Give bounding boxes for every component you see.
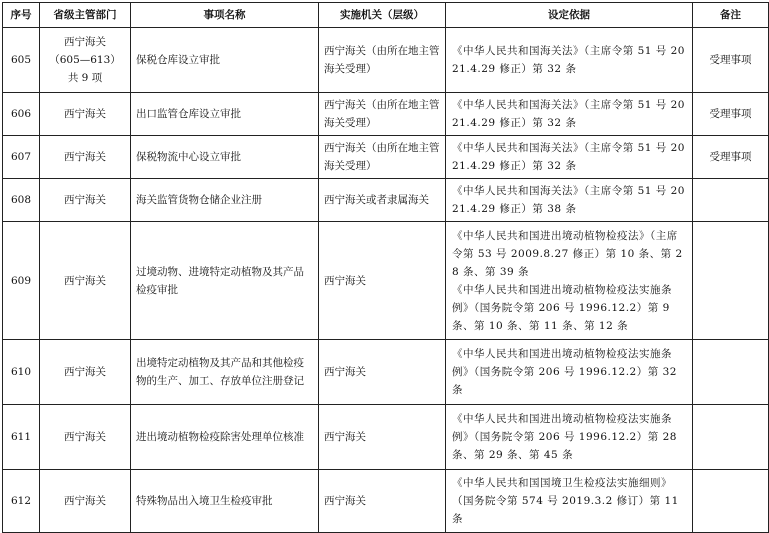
cell-dept [40, 93, 131, 136]
basis-paragraph: 《中华人民共和国进出境动植物检疫法实施条例》（国务院令第 206 号 1996.12.2）第 9 条、第 10 条、第 11 条、第 12 条 [452, 283, 672, 332]
basis-paragraph: 《中华人民共和国海关法》（主席令第 51 号 2021.4.29 修正）第 32 条 [452, 45, 685, 75]
header-item: 事项名称 [131, 3, 319, 28]
table-row [3, 28, 769, 93]
dept-line: 西宁海关 [64, 495, 106, 507]
cell-note [693, 340, 769, 405]
cell-agency: 西宁海关（由所在地主管海关受理） [319, 93, 446, 136]
cell-note [693, 179, 769, 222]
cell-agency: 西宁海关 [319, 222, 446, 340]
cell-dept [40, 136, 131, 179]
basis-paragraph: 《中华人民共和国海关法》（主席令第 51 号 2021.4.29 修正）第 38 条 [452, 185, 685, 215]
table-row [3, 136, 769, 179]
cell-item-name: 出境特定动植物及其产品和其他检疫物的生产、加工、存放单位注册登记 [131, 340, 319, 405]
cell-note [693, 470, 769, 533]
cell-seq: 609 [3, 222, 40, 340]
cell-seq: 610 [3, 340, 40, 405]
cell-seq: 606 [3, 93, 40, 136]
table-row [3, 179, 769, 222]
basis-paragraph: 《中华人民共和国海关法》（主席令第 51 号 2021.4.29 修正）第 32 条 [452, 99, 685, 129]
table-row [3, 405, 769, 470]
cell-basis [446, 93, 693, 136]
header-note: 备注 [693, 3, 769, 28]
cell-item-name: 过境动物、进境特定动植物及其产品检疫审批 [131, 222, 319, 340]
cell-agency: 西宁海关 [319, 405, 446, 470]
cell-dept [40, 340, 131, 405]
cell-dept [40, 222, 131, 340]
table-row [3, 340, 769, 405]
cell-item-name: 进出境动植物检疫除害处理单位核准 [131, 405, 319, 470]
cell-basis [446, 136, 693, 179]
cell-agency: 西宁海关 [319, 340, 446, 405]
header-basis: 设定依据 [446, 3, 693, 28]
dept-line: 共 9 项 [67, 72, 103, 84]
cell-agency: 西宁海关或者隶属海关 [319, 179, 446, 222]
cell-agency: 西宁海关（由所在地主管海关受理） [319, 28, 446, 93]
dept-line: 西宁海关 [64, 108, 106, 120]
dept-line: 西宁海关 [64, 431, 106, 443]
cell-note: 受理事项 [693, 93, 769, 136]
basis-paragraph: 《中华人民共和国进出境动植物检疫法实施条例》（国务院令第 206 号 1996.12.2）第 28 条、第 29 条、第 45 条 [452, 413, 677, 461]
cell-agency: 西宁海关 [319, 470, 446, 533]
basis-paragraph: 《中华人民共和国进出境动植物检疫法实施条例》（国务院令第 206 号 1996.12.2）第 32 条 [452, 348, 677, 396]
cell-note: 受理事项 [693, 28, 769, 93]
cell-seq: 608 [3, 179, 40, 222]
cell-item-name: 特殊物品出入境卫生检疫审批 [131, 470, 319, 533]
cell-agency: 西宁海关（由所在地主管海关受理） [319, 136, 446, 179]
cell-seq: 607 [3, 136, 40, 179]
cell-basis [446, 470, 693, 533]
dept-line: 西宁海关 [64, 36, 106, 48]
dept-line: 西宁海关 [64, 366, 106, 378]
cell-dept [40, 179, 131, 222]
basis-paragraph: 《中华人民共和国国境卫生检疫法实施细则》（国务院令第 574 号 2019.3.2 修订）第 11 条 [452, 477, 679, 525]
dept-line: 西宁海关 [64, 151, 106, 163]
cell-dept [40, 405, 131, 470]
cell-basis [446, 179, 693, 222]
header-dept: 省级主管部门 [40, 3, 131, 28]
cell-basis [446, 222, 693, 340]
cell-basis [446, 28, 693, 93]
cell-item-name: 保税仓库设立审批 [131, 28, 319, 93]
table-row [3, 470, 769, 533]
cell-item-name: 保税物流中心设立审批 [131, 136, 319, 179]
table-row [3, 93, 769, 136]
dept-line: 西宁海关 [64, 194, 106, 206]
cell-note [693, 222, 769, 340]
cell-note [693, 405, 769, 470]
dept-line: （605—613） [49, 54, 121, 66]
cell-item-name: 海关监管货物仓储企业注册 [131, 179, 319, 222]
cell-dept [40, 470, 131, 533]
cell-dept [40, 28, 131, 93]
cell-basis [446, 340, 693, 405]
cell-basis [446, 405, 693, 470]
cell-seq: 611 [3, 405, 40, 470]
dept-line: 西宁海关 [64, 274, 106, 287]
cell-item-name: 出口监管仓库设立审批 [131, 93, 319, 136]
basis-paragraph: 《中华人民共和国海关法》（主席令第 51 号 2021.4.29 修正）第 32 条 [452, 142, 685, 172]
basis-paragraph: 《中华人民共和国进出境动植物检疫法》（主席令第 53 号 2009.8.27 修正）第 10 条、第 28 条、第 39 条 [452, 229, 683, 278]
approval-items-table [2, 2, 769, 533]
cell-note: 受理事项 [693, 136, 769, 179]
table-row [3, 222, 769, 340]
header-agency: 实施机关（层级） [319, 3, 446, 28]
cell-seq: 605 [3, 28, 40, 93]
header-seq: 序号 [3, 3, 40, 28]
table-header-row [3, 3, 769, 28]
cell-seq: 612 [3, 470, 40, 533]
